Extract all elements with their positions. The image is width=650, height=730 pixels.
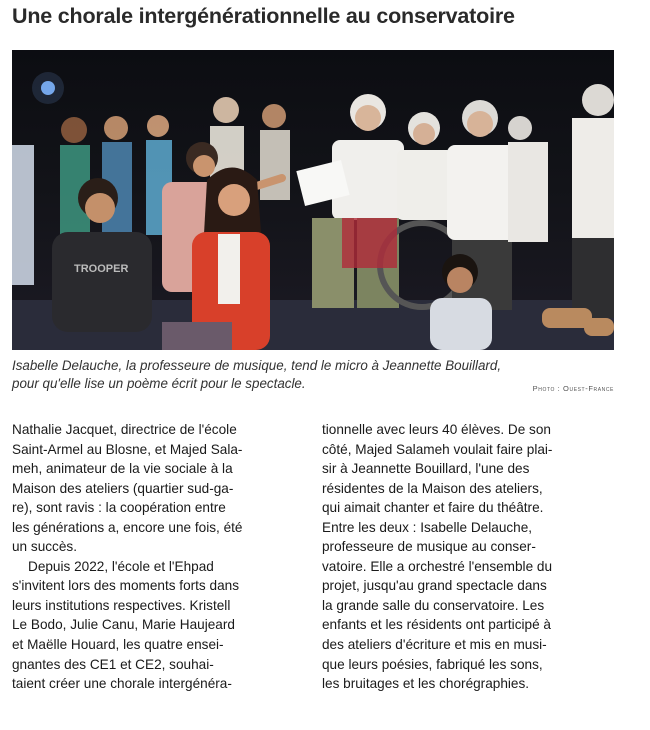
article-column-right bbox=[322, 420, 617, 694]
text-line: professeure de musique au conser- bbox=[322, 539, 536, 555]
text-line: Maison des ateliers (quartier sud-ga- bbox=[12, 480, 234, 496]
caption-line: pour qu'elle lise un poème écrit pour le spectacle. bbox=[12, 376, 306, 391]
text-line: et Maëlle Houard, les quatre ensei- bbox=[12, 637, 224, 653]
photo-caption bbox=[12, 357, 617, 393]
text-line: Entre les deux : Isabelle Delauche, bbox=[322, 519, 533, 535]
text-line: Nathalie Jacquet, directrice de l'école bbox=[12, 422, 237, 437]
text-line: sir à Jeannette Bouillard, l'une des bbox=[322, 461, 530, 477]
text-line: des ateliers d'écriture et mis en musi- bbox=[322, 637, 547, 653]
text-line: Depuis 2022, l'école et l'Ehpad bbox=[28, 558, 214, 574]
text-line: qui aimait chanter et faire du théâtre. bbox=[322, 500, 544, 516]
headline: Une chorale intergénérationnelle au conservatoire bbox=[12, 4, 515, 28]
text-line: tionnelle avec leurs 40 élèves. De son bbox=[322, 422, 551, 437]
text-line: s'invitent lors des moments forts dans bbox=[12, 578, 239, 594]
text-line: vatoire. Elle a orchestré l'ensemble du bbox=[322, 558, 553, 574]
stage-photo-icon bbox=[12, 50, 614, 350]
text-line: les bruitages et les chorégraphies. bbox=[322, 676, 530, 692]
text-line: re), sont ravis : la coopération entre bbox=[12, 500, 226, 516]
text-line: côté, Majed Salameh voulait faire plai- bbox=[322, 441, 553, 457]
svg-text:TROOPER: TROOPER bbox=[74, 263, 129, 275]
text-line: la grande salle du conservatoire. Les bbox=[322, 597, 545, 613]
text-line: projet, jusqu'au grand spectacle dans bbox=[322, 578, 547, 594]
text-line: taient créer une chorale intergénéra- bbox=[12, 676, 232, 692]
text-line: Le Bodo, Julie Canu, Marie Haujeard bbox=[12, 617, 235, 633]
text-line: leurs institutions respectives. Kristell bbox=[12, 597, 231, 613]
article-photo bbox=[12, 50, 614, 350]
text-line: résidentes de la Maison des ateliers, bbox=[322, 480, 543, 496]
article-column-left bbox=[12, 420, 307, 694]
text-line: que leurs poésies, fabriqué les sons, bbox=[322, 656, 543, 672]
text-line: les générations a, encore une fois, été bbox=[12, 519, 243, 535]
text-line: gnantes des CE1 et CE2, souhai- bbox=[12, 656, 214, 672]
caption-line: Isabelle Delauche, la professeure de musique, tend le micro à Jeannette Bouillard, bbox=[12, 358, 502, 373]
text-line: un succès. bbox=[12, 539, 77, 555]
photo-credit: Photo : Ouest-France bbox=[532, 384, 614, 393]
text-line: enfants et les résidents ont participé à bbox=[322, 617, 551, 633]
text-line: meh, animateur de la vie sociale à la bbox=[12, 461, 233, 477]
text-line: Saint-Armel au Blosne, et Majed Sala- bbox=[12, 441, 243, 457]
